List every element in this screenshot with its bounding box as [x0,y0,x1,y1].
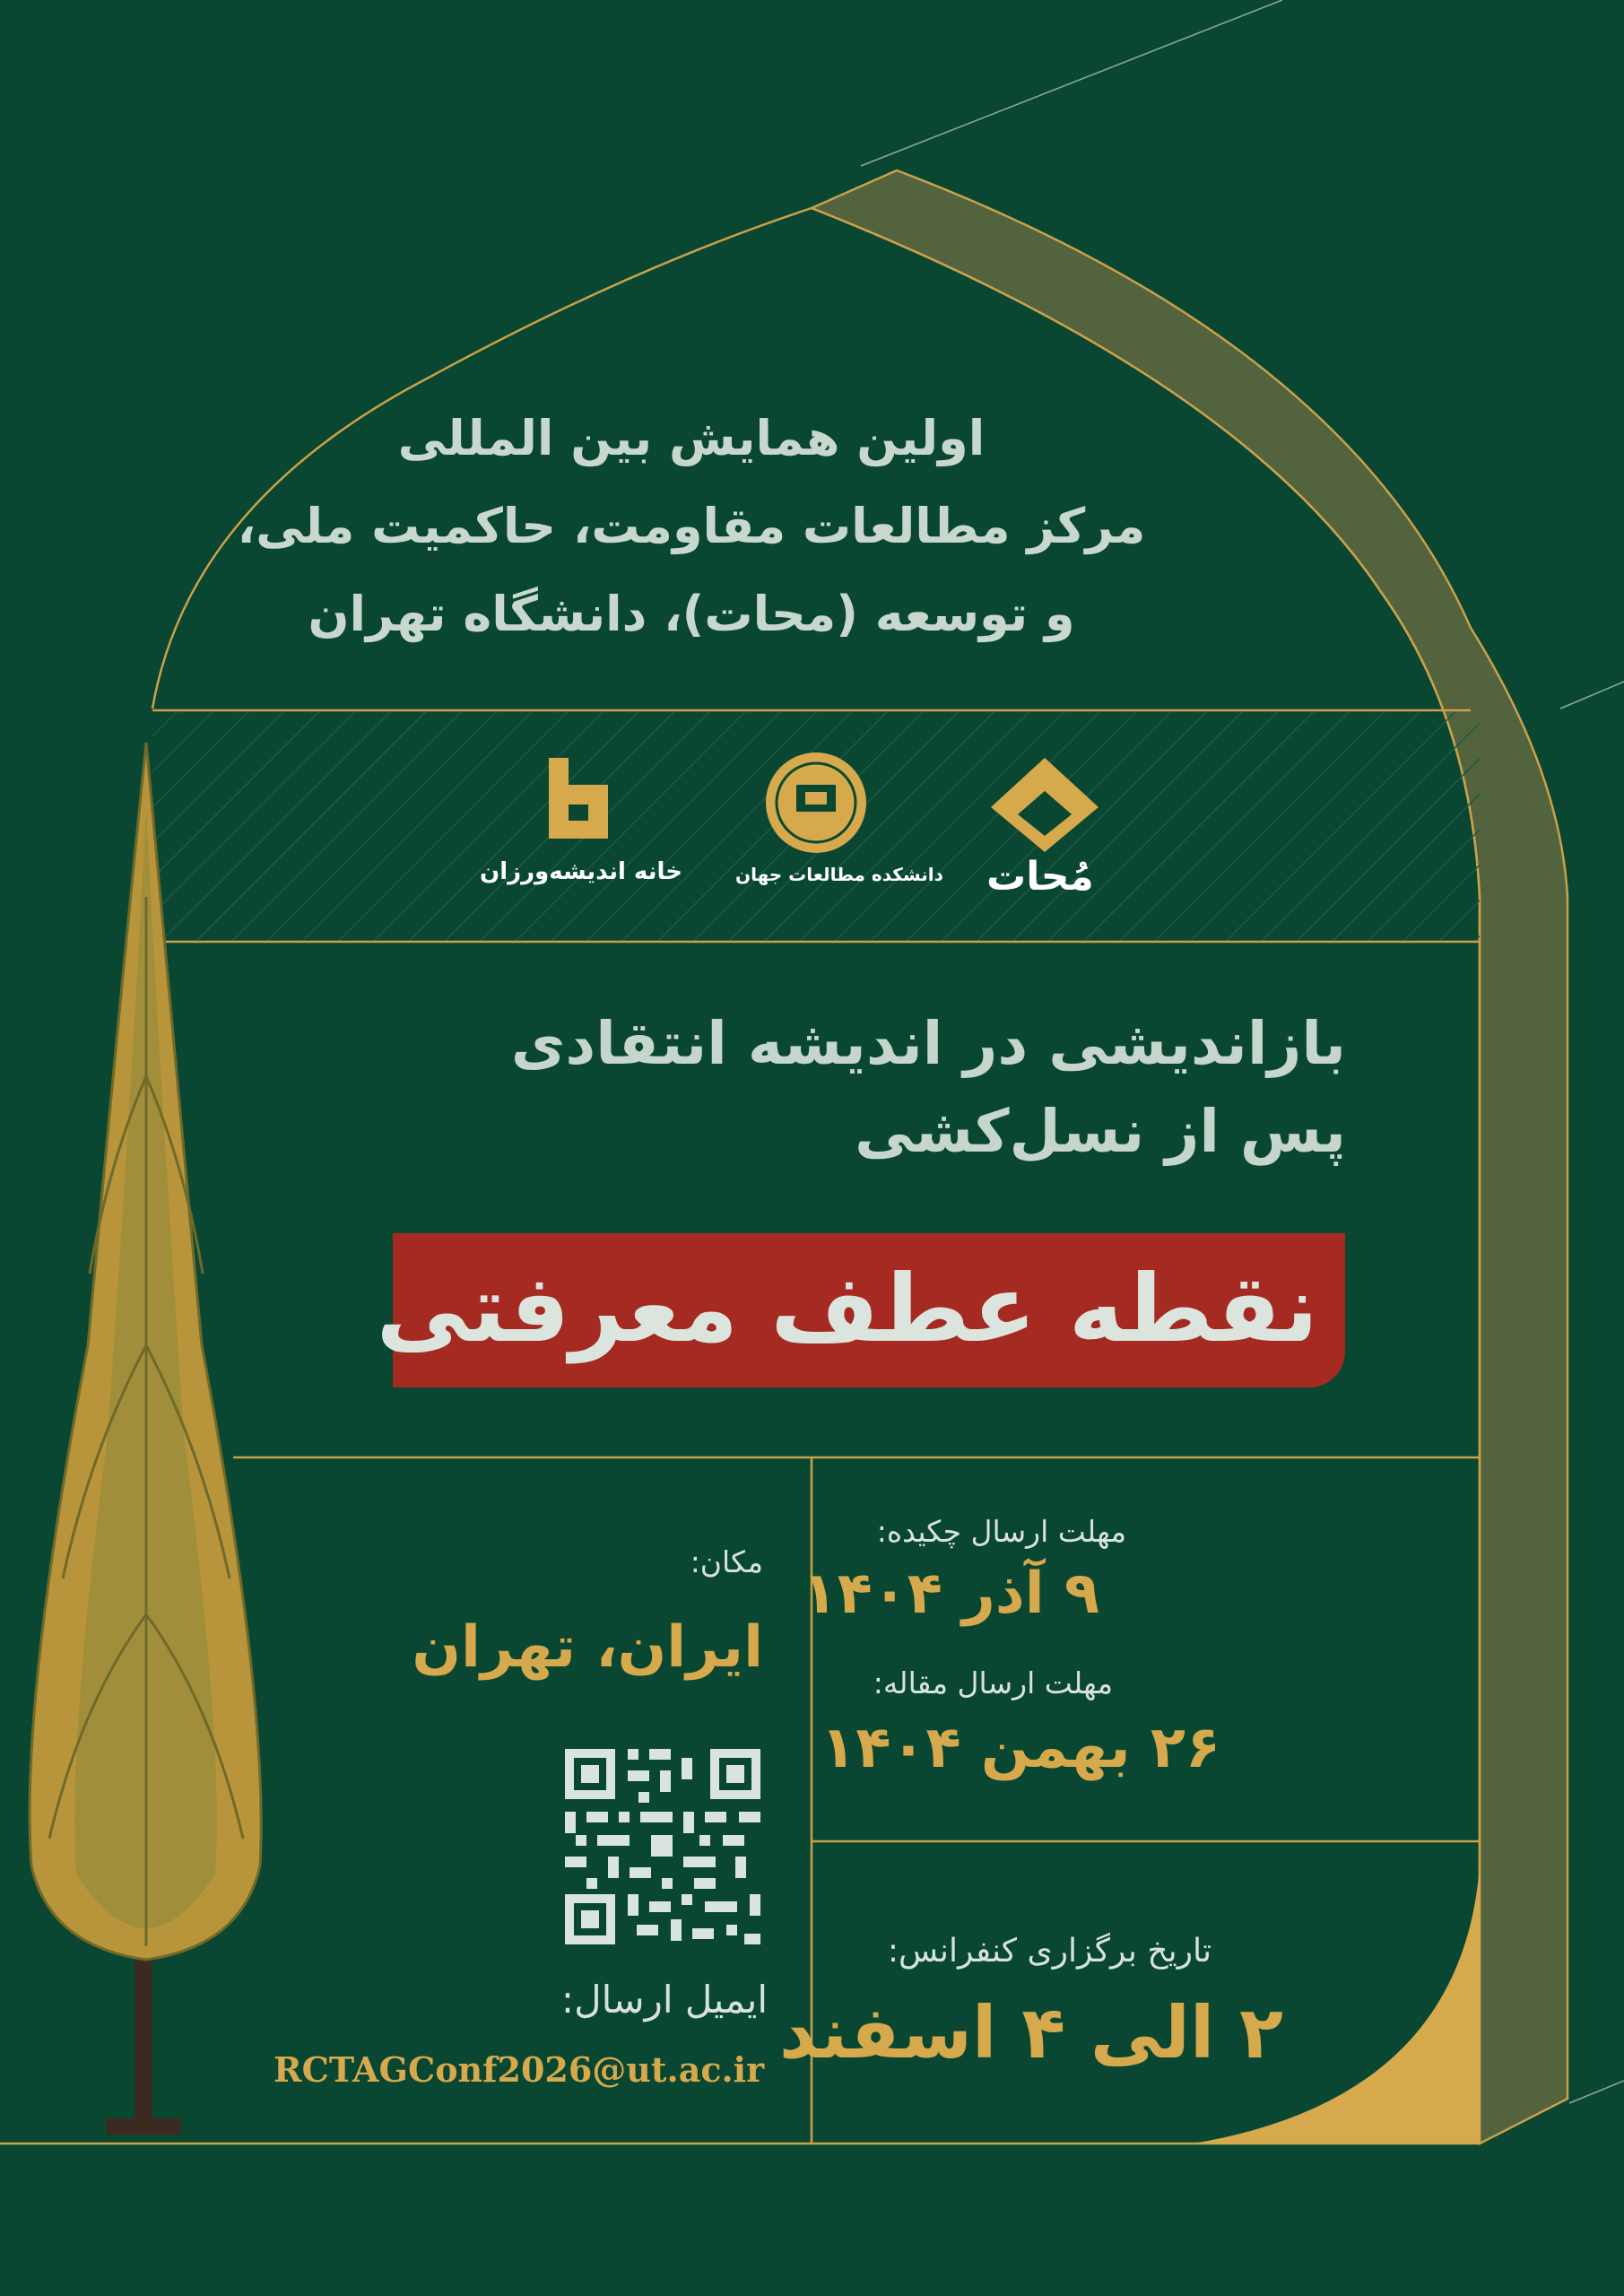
university-of-tehran-seal-icon [735,749,915,861]
venue-value: ایران، تهران [412,1614,763,1681]
paper-deadline-date: ۲۶ بهمن ۱۴۰۴ [821,1715,1220,1781]
title-line-1: اولین همایش بین المللی [397,410,986,466]
headline-banner [376,1233,1345,1387]
andishevarzan-caption: خانه اندیشه‌ورزان [480,858,682,885]
decor-line [1569,2081,1624,2103]
andishevarzan-logo [471,758,686,901]
mohat-logo [960,753,1130,906]
event-date-label: تاریخ برگزاری کنفرانس: [887,1933,1211,1970]
mohat-caption: مُحات [986,854,1094,900]
abstract-deadline-date: ۹ آذر ۱۴۰۴ [802,1561,1099,1627]
mohat-logo-icon [960,753,1130,852]
university-caption: دانشکده مطالعات جهان [735,864,943,885]
paper-deadline-label: مهلت ارسال مقاله: [873,1665,1113,1700]
email-label: ایمیل ارسال: [560,1978,768,2022]
cypress-tree-illustration [30,743,261,2135]
abstract-deadline-label: مهلت ارسال چکیده: [876,1514,1126,1549]
subtitle-line-2: پس از نسل‌کشی [855,1097,1346,1166]
decor-line [1560,682,1624,709]
headline-text: نقطه عطف معرفتی [376,1254,1318,1363]
subtitle-line-1: بازاندیشی در اندیشه انتقادی [510,1009,1346,1078]
conference-organizer-title [238,395,1146,658]
submission-email-link[interactable]: RCTAGConf2026@ut.ac.ir [274,2049,765,2090]
qr-code[interactable] [565,1749,760,1944]
venue-label: مکان: [690,1544,763,1579]
title-line-2: مرکز مطالعات مقاومت، حاکمیت ملی، [237,498,1146,554]
andishevarzan-logo-icon [471,758,686,844]
conference-subtitle [511,1000,1346,1176]
event-date: ۲ الی ۴ اسفند [778,1991,1283,2074]
decor-line [861,0,1282,166]
title-line-3: و توسعه (محات)، دانشگاه تهران [308,586,1075,642]
university-seal-logo [735,749,943,901]
